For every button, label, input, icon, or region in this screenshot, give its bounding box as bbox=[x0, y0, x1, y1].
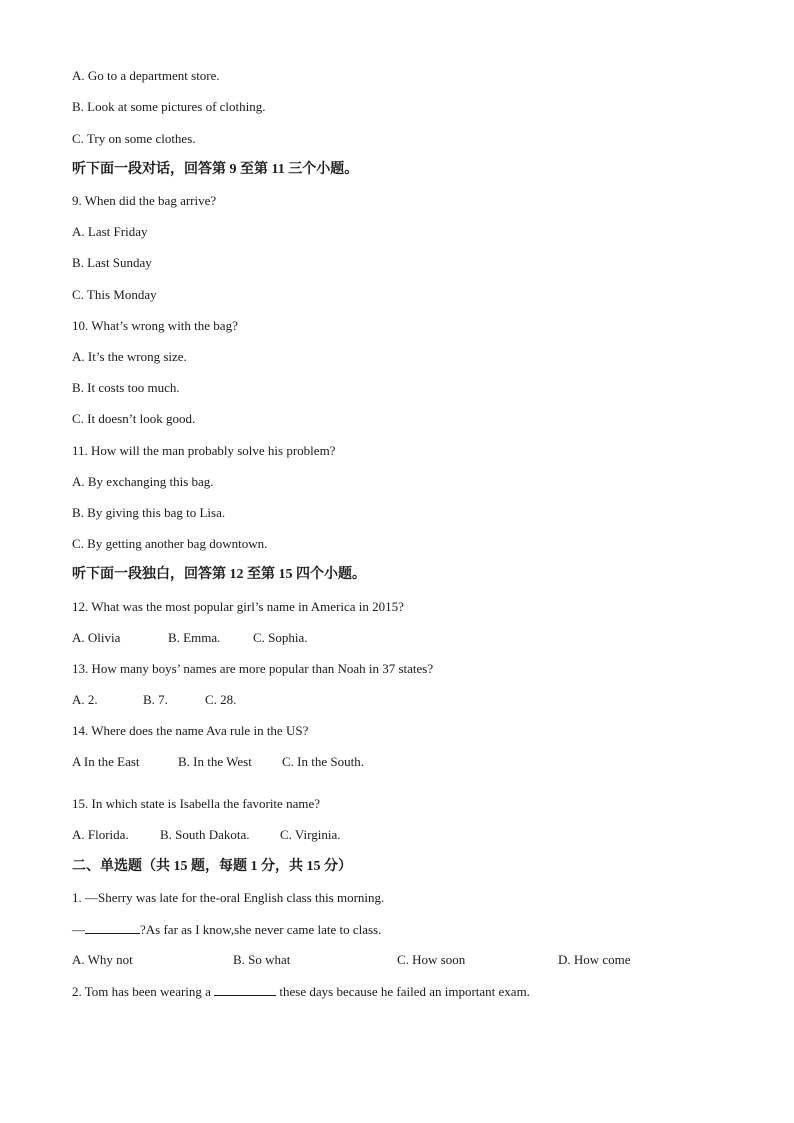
question-text-end: these days because he failed an important exam. bbox=[279, 984, 530, 999]
option: B. So what bbox=[233, 952, 291, 967]
option: A. 2. bbox=[72, 692, 98, 707]
option: C. Virginia. bbox=[280, 827, 341, 842]
option: C. 28. bbox=[205, 692, 237, 707]
option: A. Why not bbox=[72, 952, 133, 967]
answer-blank bbox=[214, 983, 276, 996]
question: 11. How will the man probably solve his problem? bbox=[72, 443, 336, 458]
option: A. Olivia bbox=[72, 630, 121, 645]
option: A. Florida. bbox=[72, 827, 129, 842]
question: 10. What’s wrong with the bag? bbox=[72, 318, 238, 333]
question: 1. —Sherry was late for the-oral English class this morning. bbox=[72, 890, 385, 905]
section-heading: 听下面一段独白，回答第 12 至第 15 四个小题。 bbox=[72, 567, 366, 582]
option: C. It doesn’t look good. bbox=[72, 411, 196, 426]
option: A. By exchanging this bag. bbox=[72, 474, 214, 489]
section-heading: 二、单选题（共 15 题，每题 1 分，共 15 分） bbox=[72, 859, 352, 874]
option: A. Last Friday bbox=[72, 224, 148, 239]
question-reply bbox=[72, 921, 381, 938]
option: B. In the West bbox=[178, 754, 252, 769]
question bbox=[72, 983, 530, 1000]
text-line: A. Go to a department store. bbox=[72, 68, 220, 83]
option: D. How come bbox=[558, 952, 631, 967]
question-text-start: 2. Tom has been wearing a bbox=[72, 984, 211, 999]
option: C. By getting another bag downtown. bbox=[72, 536, 268, 551]
option: B. South Dakota. bbox=[160, 827, 250, 842]
option: C. This Monday bbox=[72, 287, 157, 302]
answer-blank bbox=[85, 921, 140, 934]
option: B. By giving this bag to Lisa. bbox=[72, 505, 226, 520]
dash: — bbox=[72, 922, 85, 937]
option: C. How soon bbox=[397, 952, 466, 967]
option: B. 7. bbox=[143, 692, 168, 707]
option: B. Emma. bbox=[168, 630, 221, 645]
reply-text: ?As far as I know,she never came late to class. bbox=[140, 922, 382, 937]
text-line: B. Look at some pictures of clothing. bbox=[72, 99, 266, 114]
option: B. It costs too much. bbox=[72, 380, 180, 395]
text-line: C. Try on some clothes. bbox=[72, 131, 196, 146]
section-heading: 听下面一段对话，回答第 9 至第 11 三个小题。 bbox=[72, 162, 359, 177]
question: 9. When did the bag arrive? bbox=[72, 193, 217, 208]
question: 13. How many boys’ names are more popular than Noah in 37 states? bbox=[72, 661, 434, 676]
option: A In the East bbox=[72, 754, 140, 769]
option: C. In the South. bbox=[282, 754, 364, 769]
question: 14. Where does the name Ava rule in the US? bbox=[72, 723, 309, 738]
question: 15. In which state is Isabella the favorite name? bbox=[72, 796, 320, 811]
option: C. Sophia. bbox=[253, 630, 308, 645]
option: B. Last Sunday bbox=[72, 255, 152, 270]
option: A. It’s the wrong size. bbox=[72, 349, 187, 364]
question: 12. What was the most popular girl’s name in America in 2015? bbox=[72, 599, 404, 614]
